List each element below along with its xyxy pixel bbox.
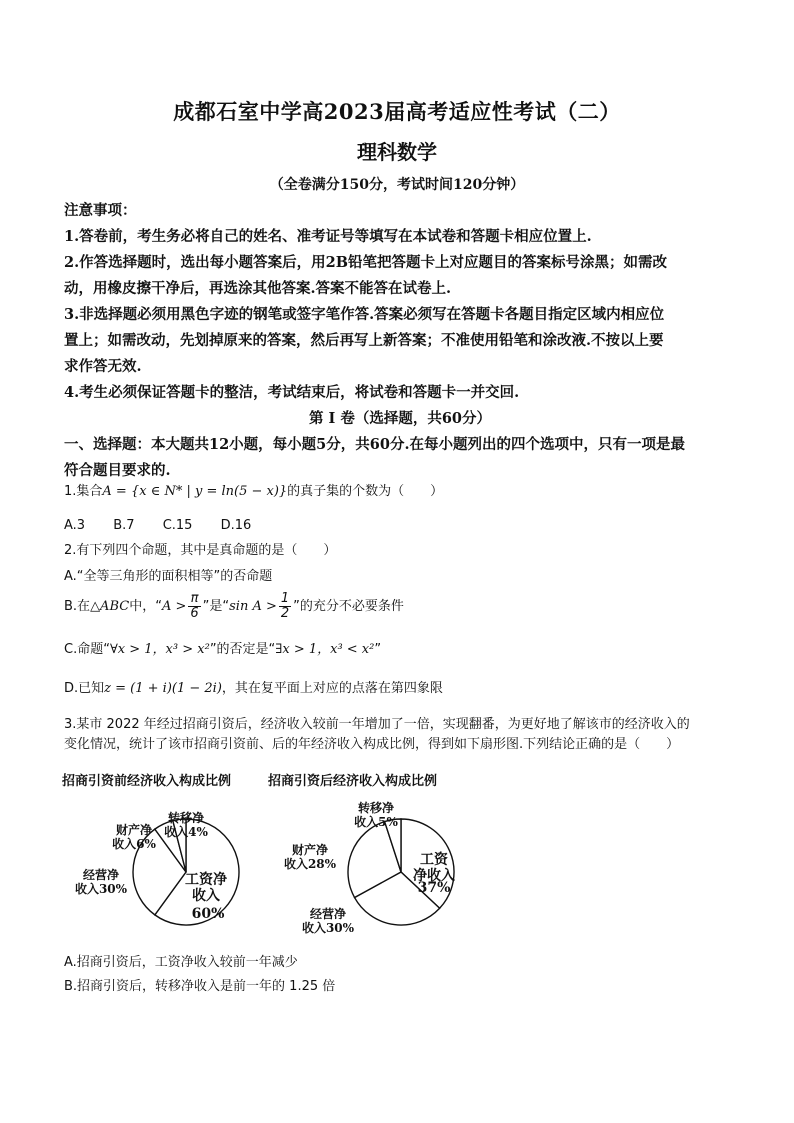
exam-subject: 理科数学 — [357, 140, 437, 164]
pie-slice-label: 收入30% — [301, 921, 355, 935]
question-3 — [64, 715, 744, 755]
pie-slice-label: 财产净 — [115, 823, 153, 837]
q2-c-proposition: ∀x > 1，x³ > x² — [109, 642, 210, 657]
pie-slice-label: 收入5% — [354, 815, 398, 829]
exam-note: （全卷满分150分，考试时间120分钟） — [269, 177, 525, 193]
q1-option-c: C.15 — [162, 518, 193, 533]
q2-option-c — [64, 640, 736, 660]
fraction-denominator: 2 — [280, 606, 290, 621]
q1-option-d: D.16 — [220, 518, 252, 533]
pie-chart-2-title: 招商引资后经济收入构成比例 — [268, 774, 438, 789]
q1-prefix: 1.集合 — [64, 484, 103, 499]
notice-item: 2.作答选择题时，选出每小题答案后，用2B铅笔把答题卡上对应题目的答案标号涂黑；如需改 — [64, 254, 667, 271]
q1-option-a: A.3 — [64, 518, 86, 533]
pie-charts-svg — [56, 784, 556, 954]
q3-option-b: B.招商引资后，转移净收入是前一年的 1.25 倍 — [64, 979, 336, 994]
notice-item: 动，用橡皮擦干净后，再选涂其他答案.答案不能答在试卷上. — [64, 280, 452, 297]
q1-option-b: B.7 — [113, 518, 135, 533]
q2-stem: 2.有下列四个命题，其中是真命题的是（ ） — [64, 543, 337, 558]
pie-slice-label: 收入6% — [112, 837, 156, 851]
pie-slice-label: 净收入 — [413, 868, 455, 884]
q1-suffix: 的真子集的个数为（ ） — [287, 484, 444, 499]
q2-b-prefix: B.在 — [64, 599, 91, 614]
notice-heading: 注意事项： — [64, 202, 137, 219]
pie-slice-label: 收入28% — [283, 857, 337, 871]
pie-charts — [56, 770, 556, 950]
question-1 — [64, 482, 736, 502]
pie-slice-label: 经营净 — [309, 907, 347, 921]
q3-options — [64, 953, 736, 997]
q3-stem-line: 3.某市 2022 年经过招商引资后，经济收入较前一年增加了一倍，实现翻番，为更好地了解该市的经济收入的 — [64, 717, 690, 732]
q2-b-suffix: ”的充分不必要条件 — [293, 599, 404, 614]
fraction-numerator: π — [188, 592, 200, 607]
pie-slice-label: 财产净 — [291, 843, 329, 857]
notice-item: 4.考生必须保证答题卡的整洁，考试结束后，将试卷和答题卡一并交回. — [64, 384, 520, 401]
q1-options — [64, 516, 736, 536]
pie-chart-2 — [284, 800, 455, 935]
q2-option-d — [64, 679, 736, 699]
pie-slice-label: 经营净 — [82, 868, 120, 882]
pie-slice-label: 转移净 — [167, 811, 205, 825]
pie-slice-label: 工资净 — [185, 872, 227, 888]
notice-item: 求作答无效. — [64, 358, 142, 375]
q2-b-fraction-pi-6 — [188, 592, 200, 621]
notice-item: 3.非选择题必须用黑色字迹的钢笔或签字笔作答.答案必须写在答题卡各题目指定区域内相应位 — [64, 306, 665, 323]
q2-b-text: ”是“ — [202, 599, 230, 614]
q2-option-b — [64, 592, 736, 621]
section-intro: 符合题目要求的. — [64, 462, 171, 479]
q2-c-text: ”的否定是“ — [209, 642, 276, 657]
notice-item: 1.答卷前，考生务必将自己的姓名、准考证号等填写在本试卷和答题卡相应位置上. — [64, 228, 592, 245]
question-2 — [64, 541, 736, 587]
exam-title: 成都石室中学高2023届高考适应性考试（二） — [173, 99, 621, 124]
pie-slice-label: 工资 — [420, 852, 448, 868]
q2-d-suffix: ，其在复平面上对应的点落在第四象限 — [221, 681, 443, 696]
q2-c-suffix: ” — [374, 642, 382, 657]
q2-b-sine: sin A > — [229, 599, 277, 614]
q3-stem-line: 变化情况，统计了该市招商引资前、后的年经济收入构成比例，得到如下扇形图.下列结论正确的是（ ） — [64, 737, 680, 752]
q2-b-triangle: △ABC — [90, 599, 130, 614]
pie-slice-value-label: 37% — [417, 880, 451, 896]
q1-set: A = {x ∈ N* | y = ln(5 − x)} — [102, 484, 288, 499]
q2-d-prefix: D.已知 — [64, 681, 105, 696]
pie-chart-1 — [75, 810, 239, 925]
notice-block — [64, 198, 736, 484]
q2-b-angle: A > — [161, 599, 187, 614]
pie-slice-value-label: 60% — [191, 906, 225, 922]
pie-slice-label: 收入 — [192, 888, 220, 904]
notice-item: 置上；如需改动，先划掉原来的答案，然后再写上新答案；不准使用铅笔和涂改液.不按以上要 — [64, 332, 664, 349]
pie-slice-label: 收入4% — [164, 825, 208, 839]
pie-slice-label: 转移净 — [357, 801, 395, 815]
q2-c-negation: ∃x > 1，x³ < x² — [275, 642, 375, 657]
q2-d-expression: z = (1 + i)(1 − 2i) — [104, 681, 222, 696]
q2-b-fraction-1-2 — [279, 592, 291, 621]
section-title: 第 I 卷（选择题，共60分） — [308, 410, 492, 427]
fraction-denominator: 6 — [190, 606, 199, 621]
pie-chart-1-title: 招商引资前经济收入构成比例 — [62, 774, 232, 789]
q2-c-prefix: C.命题“ — [64, 642, 110, 657]
pie-slice-label: 收入30% — [74, 882, 128, 896]
section-intro: 一、选择题：本大题共12小题，每小题5分，共60分.在每小题列出的四个选项中，只有一项是最 — [64, 436, 685, 453]
fraction-numerator: 1 — [280, 591, 290, 606]
q2-b-text: 中，“ — [129, 599, 162, 614]
q3-option-a: A.招商引资后，工资净收入较前一年减少 — [64, 955, 298, 970]
q2-option-a: A.“全等三角形的面积相等”的否命题 — [64, 569, 273, 584]
